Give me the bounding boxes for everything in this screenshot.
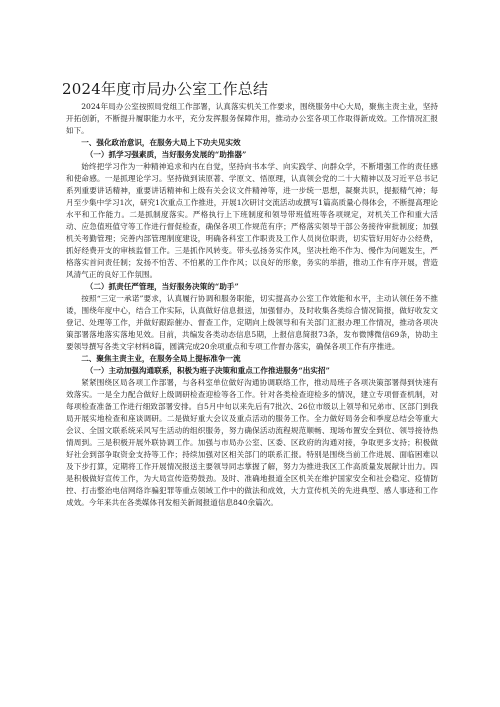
intro-paragraph: 2024年局办公室按照局党组工作部署，认真落实机关工作要求，围绕服务中心大局，聚焦主责主业，坚持开拓创新，不断提升履职能力水平，充分发挥服务保障作用，推动办公室各项工作取得新成效。工作情况汇报如下。 bbox=[66, 102, 438, 135]
section-1-1-paragraph: 始终把学习作为一种精神追求和内在自觉，坚持向书本学、向实践学、向群众学，不断增强工作的责任感和使命感。一是抓理论学习。坚持做到读原著、学原文、悟原理，认真领会党的二十大精神以及习近平总书记系列重要讲话精神，重要讲话精神和上级有关会议文件精神等，进一步统一思想，凝聚共识，提振精气神；每月至少集中学习1次，研究1次重点工作推进，开展1次研讨交流活动或撰写1篇高质量心得体会，不断提高理论水平和工作能力。二是抓制度落实。严格执行上下班制度和领导带班值班等各项规定，对机关工作和重大活动、应急值班值守等工作进行督促检查，确保各项工作规范有序；严格落实领导干部公务接待审批制度；加强机关考勤管理；完善内部管理制度建设，明确各科室工作职责及工作人员岗位职责，切实管好用好办公经费，抓好经费开支的审核监督工作。三是抓作风转变。带头弘扬务实作风，坚决杜绝不作为、慢作为问题发生，严格落实首问责任制；发扬不怕苦、不怕累的工作作风；以良好的形象，务实的举措，推动工作有序开展，营造风清气正的良好工作氛围。 bbox=[66, 162, 438, 279]
document-title: 2024年度市局办公室工作总结 bbox=[62, 80, 269, 98]
section-2-heading: 二、聚焦主责主业，在服务全局上提标准争一流 bbox=[81, 354, 241, 363]
section-1-2-heading: （二）抓责任严管理，当好服务决策的“助手” bbox=[85, 282, 239, 291]
section-1-heading: 一、强化政治意识，在服务大局上下功夫见实效 bbox=[81, 138, 241, 147]
section-1-2-paragraph: 按照“三定一承诺”要求，认真履行协调和服务职能，切实提高办公室工作效能和水平，主动认领任务不推诿，围绕年度中心，结合工作实际，认真做好信息报送，加强督办，及时收集各类综合情况简报，做好收发文登记、处理等工作，并做好跟踪催办、督查工作，定期向上级领导和有关部门汇报办理工作情况，推动各项决策部署落地落实落地见效。目前，共编发各类动态信息5期，上报信息简报73条，发布微博微信69条，协助主要领导撰写各类文字材料8篇，圆满完成20余项重点和专项工作督办落实，确保各项工作有序推进。 bbox=[66, 294, 438, 351]
section-2-1-heading: （一）主动加强沟通联系，积极为班子决策和重点工作推进服务“出实招” bbox=[85, 366, 330, 375]
section-2-1-paragraph: 紧紧围绕区局各项工作部署，与各科室单位做好沟通协调联络工作，推动局班子各项决策部署得到快速有效落实。一是全力配合做好上级调研检查迎检等各工作。针对各类检查迎检多的情况，建立专项督查机制，对每项检查准备工作进行细致部署安排。自5月中旬以来先后有7批次、26位市级以上领导和兄弟市、区部门到我局开展实地检查和座谈调研。二是做好重大会议及重点活动的服务工作。全力做好局务会和季度总结会等重大会议、全国文联系统采风写生活动的组织服务，努力确保活动流程规范顺畅、现场布置安全到位、领导接待热情周到。三是积极开展外联协调工作。加强与市局办公室、区委、区政府的沟通对接，争取更多支持；积极做好社会到部争取资金支持等工作；持续加强对区相关部门的联系汇报。特别是围绕当前工作进展、面临困难以及下步打算，定期将工作开展情况报送主要领导同志掌握了解，努力为推进我区工作高质量发展献计出力。四是积极做好宣传工作，为大局宣传造势鼓劲。及时、准确地报道全区机关在维护国家安全和社会稳定、疫情防控、打击整治电信网络诈骗犯罪等重点领域工作中的做法和成效，大力宣传机关的先进典型、感人事迹和工作成效。今年来共在各类媒体刊发相关新闻报道信息840余篇次。 bbox=[66, 378, 438, 507]
document-body bbox=[66, 101, 438, 509]
section-1-1-heading: （一）抓学习强素质，当好服务发展的“助推器” bbox=[85, 150, 247, 159]
